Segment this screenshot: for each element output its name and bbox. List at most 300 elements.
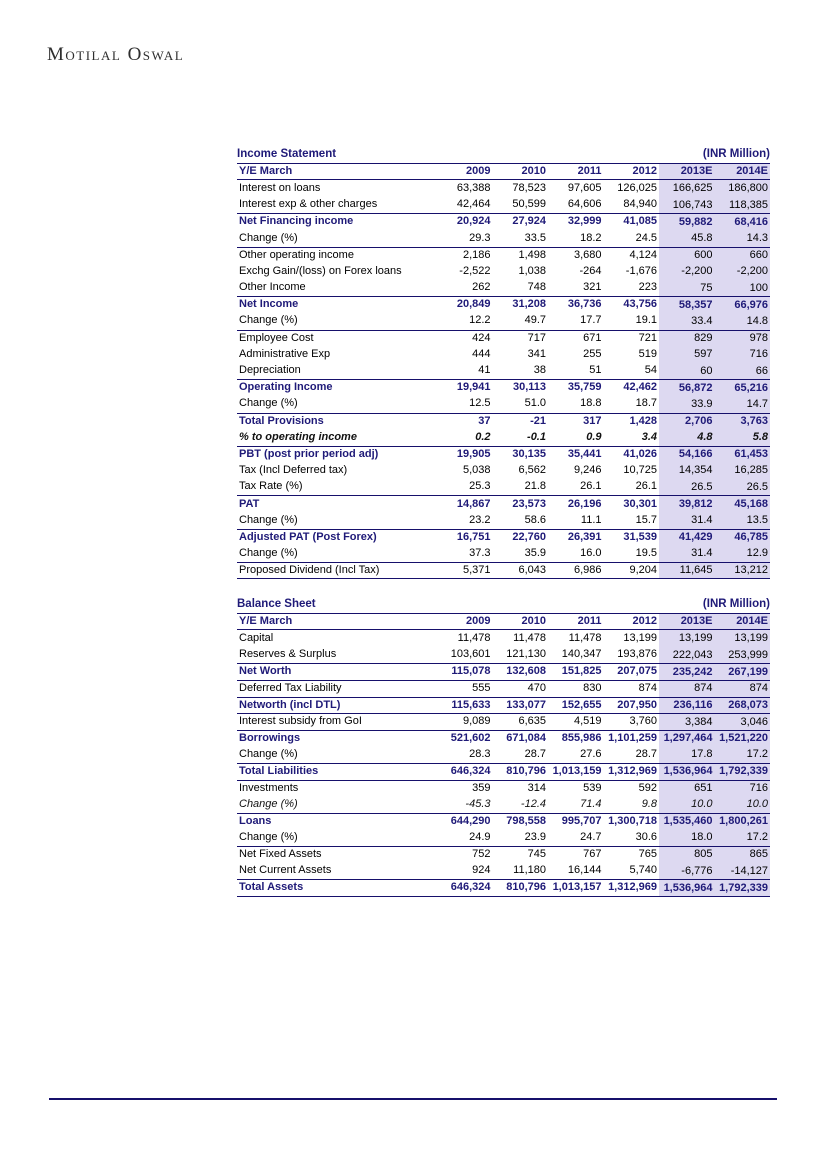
cell-value: 1,013,157: [552, 881, 602, 894]
cell-value: 31.4: [659, 512, 715, 529]
table-row: [237, 396, 770, 413]
table-row: [237, 263, 770, 280]
cell-value: 126,025: [617, 181, 657, 194]
cell-value: 5.8: [715, 429, 771, 446]
cell-value: 865: [715, 847, 771, 863]
cell-value: 810,796: [506, 881, 546, 894]
table-row: [237, 479, 770, 496]
footer-divider: [49, 1098, 777, 1100]
cell-value: 752: [472, 847, 491, 860]
row-label: PBT (post prior period adj): [239, 447, 379, 460]
row-label: Net Fixed Assets: [239, 847, 322, 860]
table-row: [237, 829, 770, 846]
table-row: [237, 746, 770, 763]
cell-value: 193,876: [617, 648, 657, 661]
row-label: Change (%): [239, 314, 298, 327]
cell-value: 68,416: [715, 214, 771, 230]
cell-value: 1,300,718: [608, 814, 657, 827]
cell-value: 660: [715, 248, 771, 264]
cell-value: 12.9: [715, 545, 771, 562]
cell-value: 0.2: [475, 430, 491, 443]
cell-value: 19.1: [635, 314, 657, 327]
cell-value: 42,462: [623, 381, 657, 394]
cell-value: 26.1: [635, 480, 657, 493]
cell-value: 26.5: [715, 479, 771, 496]
row-label: Deferred Tax Liability: [239, 682, 342, 695]
cell-value: 1,521,220: [715, 731, 771, 747]
table-row: [237, 863, 770, 880]
cell-value: 1,038: [518, 264, 546, 277]
row-label: Depreciation: [239, 364, 301, 377]
cell-value: -2,200: [659, 263, 715, 280]
cell-value: 0.9: [586, 430, 602, 443]
cell-value: 716: [715, 346, 771, 363]
cell-value: -264: [579, 264, 602, 277]
cell-value: 444: [472, 347, 491, 360]
row-label: Employee Cost: [239, 331, 314, 344]
cell-value: 9,246: [573, 463, 602, 476]
table-row: [237, 197, 770, 214]
cell-value: 60: [659, 363, 715, 380]
column-header-year: 2011: [577, 164, 602, 177]
column-header-year: 2010: [521, 614, 546, 627]
table-row: [237, 495, 770, 512]
cell-value: 35,759: [567, 381, 602, 394]
cell-value: 19.5: [635, 546, 657, 559]
cell-value: 3,760: [629, 715, 657, 728]
cell-value: 5,371: [462, 563, 491, 576]
column-header-year: 2013E: [659, 614, 715, 630]
cell-value: 58.6: [524, 513, 546, 526]
cell-value: 253,999: [715, 647, 771, 664]
row-label: Interest subsidy from GoI: [239, 715, 362, 728]
table-row: [237, 346, 770, 363]
cell-value: 61,453: [715, 447, 771, 463]
row-label: Change (%): [239, 747, 298, 760]
cell-value: 11,478: [457, 631, 491, 644]
cell-value: 33.9: [659, 396, 715, 413]
cell-value: 54,166: [659, 447, 715, 463]
column-header-year: 2009: [466, 164, 491, 177]
cell-value: 321: [583, 281, 602, 294]
cell-value: 359: [472, 781, 491, 794]
cell-value: 54: [644, 364, 657, 377]
cell-value: 13.5: [715, 512, 771, 529]
table-row: [237, 680, 770, 697]
cell-value: 424: [472, 331, 491, 344]
table-row: [237, 562, 770, 579]
cell-value: 17.2: [715, 746, 771, 763]
cell-value: 37: [478, 414, 491, 427]
cell-value: 41,085: [623, 215, 657, 228]
cell-value: 6,635: [518, 715, 546, 728]
cell-value: 6,043: [518, 563, 546, 576]
cell-value: 555: [472, 682, 491, 695]
unit-label: (INR Million): [702, 148, 770, 161]
cell-value: -2,522: [459, 264, 491, 277]
cell-value: 75: [659, 280, 715, 297]
cell-value: 268,073: [715, 698, 771, 714]
cell-value: 14.3: [715, 230, 771, 247]
cell-value: 671,084: [506, 731, 546, 744]
cell-value: 152,655: [561, 698, 602, 711]
table-row: [237, 796, 770, 813]
cell-value: 341: [527, 347, 546, 360]
cell-value: 6,986: [573, 563, 602, 576]
cell-value: 16,144: [567, 864, 602, 877]
row-label: Tax (Incl Deferred tax): [239, 463, 348, 476]
cell-value: 14.8: [715, 313, 771, 330]
row-label: Other operating income: [239, 248, 354, 261]
cell-value: 1,792,339: [715, 880, 771, 896]
cell-value: 23.9: [524, 830, 546, 843]
column-header-year: 2014E: [715, 614, 771, 630]
cell-value: 13,199: [715, 630, 771, 647]
cell-value: 646,324: [450, 881, 491, 894]
row-label: Capital: [239, 631, 274, 644]
cell-value: 1,013,159: [552, 764, 602, 777]
cell-value: 45.8: [659, 230, 715, 247]
balance-sheet-title-row: [237, 597, 770, 614]
cell-value: 3,763: [715, 414, 771, 430]
cell-value: -12.4: [520, 797, 546, 810]
column-header-year: 2012: [632, 164, 657, 177]
row-label: Loans: [239, 814, 272, 827]
cell-value: 26,196: [567, 497, 602, 510]
cell-value: 56,872: [659, 380, 715, 396]
cell-value: 3,384: [659, 714, 715, 730]
row-label: Networth (incl DTL): [239, 698, 341, 711]
cell-value: 5,038: [462, 463, 491, 476]
table-row: [237, 663, 770, 680]
cell-value: 42,464: [456, 198, 491, 211]
cell-value: 33.4: [659, 313, 715, 330]
cell-value: -1,676: [625, 264, 657, 277]
table-row: [237, 879, 770, 896]
cell-value: 17.8: [659, 746, 715, 763]
balance-sheet-header-row: [237, 614, 770, 631]
cell-value: 78,523: [512, 181, 546, 194]
cell-value: 644,290: [450, 814, 491, 827]
cell-value: 65,216: [715, 380, 771, 396]
cell-value: 651: [659, 781, 715, 797]
cell-value: 132,608: [506, 665, 546, 678]
cell-value: 874: [638, 682, 657, 695]
cell-value: 2,706: [659, 414, 715, 430]
cell-value: 10.0: [659, 796, 715, 813]
cell-value: 26,391: [567, 530, 602, 543]
cell-value: 24.9: [469, 830, 491, 843]
cell-value: 3,046: [715, 714, 771, 730]
row-label: Operating Income: [239, 381, 333, 394]
table-row: [237, 730, 770, 747]
cell-value: 121,130: [506, 648, 546, 661]
column-header-year: 2014E: [715, 164, 771, 180]
cell-value: 17.7: [580, 314, 602, 327]
table-row: [237, 213, 770, 230]
cell-value: 115,078: [451, 665, 491, 678]
cell-value: 71.4: [580, 797, 602, 810]
cell-value: -2,200: [715, 263, 771, 280]
table-title: Income Statement: [237, 148, 337, 161]
row-label: Change (%): [239, 513, 298, 526]
row-label: Net Current Assets: [239, 864, 332, 877]
table-row: [237, 647, 770, 664]
cell-value: 9,204: [629, 563, 657, 576]
cell-value: 745: [527, 847, 546, 860]
cell-value: 66: [715, 363, 771, 380]
income-statement-title-row: [237, 147, 770, 164]
table-row: [237, 280, 770, 297]
cell-value: -6,776: [659, 863, 715, 880]
cell-value: 924: [472, 864, 491, 877]
row-label: Total Liabilities: [239, 764, 319, 777]
motilal-oswal-logo: Motilal Oswal: [47, 44, 185, 65]
cell-value: 2,186: [462, 248, 491, 261]
cell-value: 1,536,964: [659, 764, 715, 780]
cell-value: 58,357: [659, 297, 715, 313]
cell-value: 30,301: [623, 497, 657, 510]
cell-value: 3.4: [641, 430, 657, 443]
cell-value: 4,124: [629, 248, 657, 261]
cell-value: 1,792,339: [715, 764, 771, 780]
table-row: [237, 813, 770, 830]
cell-value: 600: [659, 248, 715, 264]
row-label: Reserves & Surplus: [239, 648, 337, 661]
cell-value: 592: [638, 781, 657, 794]
cell-value: 41,429: [659, 530, 715, 546]
cell-value: 31.4: [659, 545, 715, 562]
table-row: [237, 512, 770, 529]
cell-value: 207,950: [617, 698, 657, 711]
cell-value: 166,625: [659, 180, 715, 197]
column-header-year: 2012: [632, 614, 657, 627]
cell-value: 66,976: [715, 297, 771, 313]
column-header-label: Y/E March: [239, 164, 293, 177]
cell-value: 13,199: [659, 630, 715, 647]
table-row: [237, 230, 770, 247]
column-header-year: 2009: [466, 614, 491, 627]
cell-value: 978: [715, 331, 771, 347]
row-label: Net Financing income: [239, 215, 354, 228]
row-label: Adjusted PAT (Post Forex): [239, 530, 377, 543]
cell-value: 11.1: [580, 513, 602, 526]
income-statement-table: [237, 147, 770, 579]
cell-value: 765: [638, 847, 657, 860]
cell-value: 32,999: [567, 215, 602, 228]
cell-value: 14.7: [715, 396, 771, 413]
cell-value: 255: [583, 347, 602, 360]
cell-value: 23.2: [469, 513, 491, 526]
cell-value: 20,849: [456, 298, 491, 311]
cell-value: 59,882: [659, 214, 715, 230]
cell-value: 11,478: [568, 631, 602, 644]
cell-value: 28.7: [524, 747, 546, 760]
cell-value: 798,558: [506, 814, 546, 827]
cell-value: 45,168: [715, 496, 771, 512]
cell-value: 874: [715, 681, 771, 697]
cell-value: 995,707: [561, 814, 602, 827]
cell-value: 41: [478, 364, 491, 377]
cell-value: -0.1: [527, 430, 546, 443]
balance-sheet-table: [237, 597, 770, 897]
cell-value: 31,208: [512, 298, 546, 311]
cell-value: 855,986: [561, 731, 602, 744]
cell-value: 236,116: [659, 698, 715, 714]
cell-value: 36,736: [567, 298, 602, 311]
cell-value: 64,606: [567, 198, 602, 211]
cell-value: 13,199: [623, 631, 657, 644]
cell-value: 1,101,259: [608, 731, 657, 744]
cell-value: 1,297,464: [659, 731, 715, 747]
cell-value: 721: [638, 331, 657, 344]
table-row: [237, 413, 770, 430]
column-header-year: 2013E: [659, 164, 715, 180]
cell-value: 11,645: [659, 563, 715, 579]
cell-value: 18.7: [635, 397, 657, 410]
cell-value: 133,077: [506, 698, 546, 711]
cell-value: 262: [472, 281, 491, 294]
cell-value: 35.9: [524, 546, 546, 559]
cell-value: 140,347: [561, 648, 602, 661]
cell-value: 207,075: [617, 665, 657, 678]
cell-value: 41,026: [623, 447, 657, 460]
cell-value: 29.3: [469, 231, 491, 244]
cell-value: 805: [659, 847, 715, 863]
cell-value: 97,605: [567, 181, 602, 194]
cell-value: 1,428: [629, 414, 657, 427]
cell-value: 84,940: [623, 198, 657, 211]
cell-value: 151,825: [561, 665, 602, 678]
cell-value: 470: [527, 682, 546, 695]
row-label: Other Income: [239, 281, 306, 294]
row-label: Interest exp & other charges: [239, 198, 378, 211]
cell-value: 521,602: [450, 731, 491, 744]
table-row: [237, 763, 770, 780]
cell-value: 1,312,969: [608, 764, 657, 777]
table-row: [237, 296, 770, 313]
cell-value: 18.0: [659, 829, 715, 846]
row-label: Change (%): [239, 231, 298, 244]
cell-value: 28.3: [469, 747, 491, 760]
row-label: Investments: [239, 781, 299, 794]
column-header-year: 2011: [577, 614, 602, 627]
table-row: [237, 330, 770, 347]
cell-value: 21.8: [524, 480, 546, 493]
income-statement-header-row: [237, 164, 770, 181]
cell-value: 11,478: [513, 631, 546, 644]
cell-value: 51.0: [524, 397, 546, 410]
cell-value: 26.5: [659, 479, 715, 496]
table-row: [237, 545, 770, 562]
cell-value: 18.2: [580, 231, 602, 244]
row-label: Change (%): [239, 546, 298, 559]
cell-value: 186,800: [715, 180, 771, 197]
cell-value: 106,743: [659, 197, 715, 214]
cell-value: 50,599: [512, 198, 546, 211]
cell-value: 671: [583, 331, 602, 344]
cell-value: 23,573: [512, 497, 546, 510]
cell-value: -45.3: [465, 797, 491, 810]
cell-value: 51: [589, 364, 602, 377]
cell-value: 31,539: [623, 530, 657, 543]
cell-value: 16,751: [456, 530, 491, 543]
cell-value: 874: [659, 681, 715, 697]
cell-value: 9,089: [462, 715, 491, 728]
cell-value: 716: [715, 781, 771, 797]
cell-value: 314: [527, 781, 546, 794]
cell-value: 317: [583, 414, 602, 427]
row-label: Change (%): [239, 797, 298, 810]
cell-value: 9.8: [641, 797, 657, 810]
cell-value: 25.3: [469, 480, 491, 493]
cell-value: 14,867: [456, 497, 491, 510]
cell-value: 1,312,969: [608, 881, 657, 894]
row-label: Proposed Dividend (Incl Tax): [239, 563, 380, 576]
table-row: [237, 247, 770, 264]
cell-value: 748: [527, 281, 546, 294]
cell-value: 267,199: [715, 664, 771, 680]
cell-value: 6,562: [518, 463, 546, 476]
cell-value: 15.7: [635, 513, 657, 526]
cell-value: 38: [533, 364, 546, 377]
row-label: Interest on loans: [239, 181, 321, 194]
cell-value: 103,601: [450, 648, 491, 661]
cell-value: 22,760: [512, 530, 546, 543]
row-label: Total Provisions: [239, 414, 324, 427]
cell-value: 646,324: [450, 764, 491, 777]
table-row: [237, 846, 770, 863]
cell-value: 43,756: [623, 298, 657, 311]
cell-value: 13,212: [715, 563, 771, 579]
cell-value: 767: [583, 847, 602, 860]
cell-value: 35,441: [567, 447, 602, 460]
cell-value: 30,113: [512, 381, 546, 394]
cell-value: -14,127: [715, 863, 771, 880]
table-row: [237, 697, 770, 714]
cell-value: 830: [583, 682, 602, 695]
cell-value: 37.3: [469, 546, 491, 559]
cell-value: 20,924: [456, 215, 491, 228]
cell-value: 17.2: [715, 829, 771, 846]
row-label: PAT: [239, 497, 260, 510]
table-row: [237, 379, 770, 396]
cell-value: 5,740: [629, 864, 657, 877]
cell-value: 10,725: [623, 463, 657, 476]
table-row: [237, 713, 770, 730]
cell-value: 46,785: [715, 530, 771, 546]
column-header-label: Y/E March: [239, 614, 293, 627]
cell-value: 100: [715, 280, 771, 297]
row-label: Total Assets: [239, 881, 304, 894]
cell-value: 12.2: [469, 314, 491, 327]
cell-value: 28.7: [635, 747, 657, 760]
cell-value: 63,388: [456, 181, 491, 194]
cell-value: 115,633: [451, 698, 491, 711]
table-row: [237, 462, 770, 479]
cell-value: 597: [659, 346, 715, 363]
table-row: [237, 313, 770, 330]
table-row: [237, 429, 770, 446]
cell-value: 717: [527, 331, 546, 344]
row-label: Change (%): [239, 830, 298, 843]
cell-value: 539: [583, 781, 602, 794]
cell-value: 829: [659, 331, 715, 347]
cell-value: 10.0: [715, 796, 771, 813]
cell-value: 33.5: [524, 231, 546, 244]
cell-value: 235,242: [659, 664, 715, 680]
table-row: [237, 630, 770, 647]
